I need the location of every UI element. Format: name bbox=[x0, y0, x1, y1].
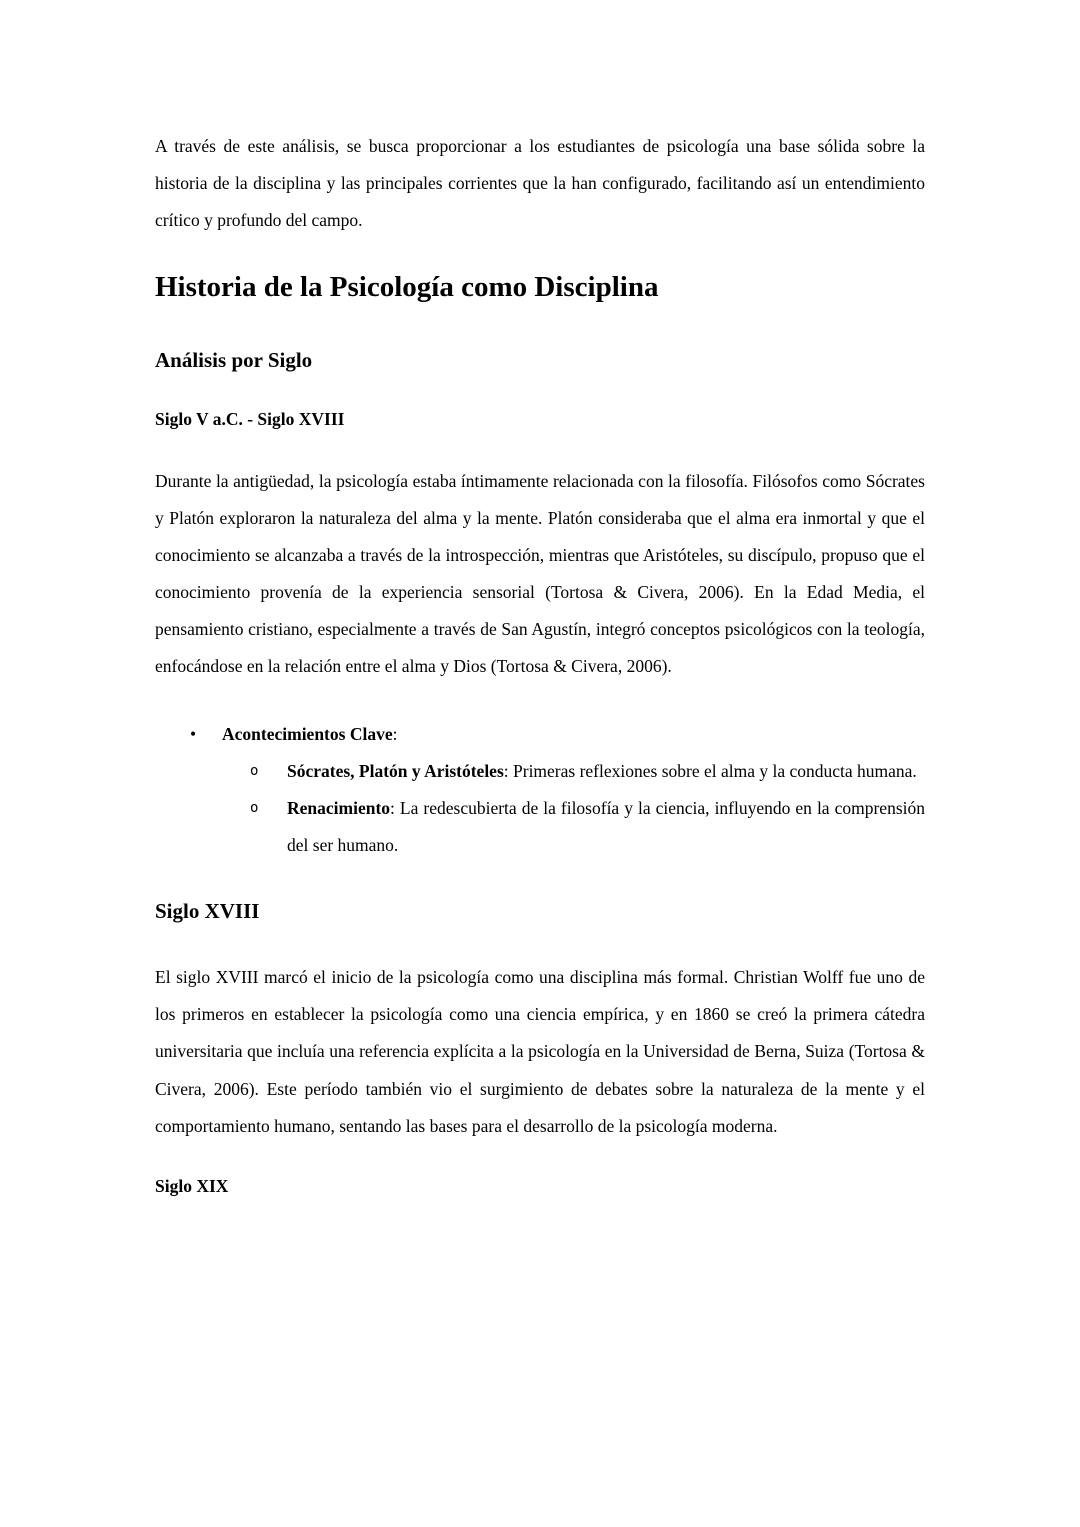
paragraph-antiguedad: Durante la antigüedad, la psicología estaba íntimamente relacionada con la filosofía. Filósofos como Sócrates y Platón exploraron la naturaleza del alma y la mente. Platón consideraba que el alma era inmortal y que el conocimiento se alcanzaba a través de la introspección, mientras que Aristóteles, su discípulo, propuso que el conocimiento provenía de la experiencia sensorial (Tortosa & Civera, 2006). En la Edad Media, el pensamiento cristiano, especialmente a través de San Agustín, integró conceptos psicológicos con la teología, enfocándose en la relación entre el alma y Dios (Tortosa & Civera, 2006). bbox=[155, 471, 925, 677]
list-item-lead-bold: Renacimiento bbox=[287, 797, 391, 818]
list-item-rest: : Primeras reflexiones sobre el alma y la conducta humana. bbox=[503, 760, 917, 781]
key-events-heading-bold: Acontecimientos Clave bbox=[222, 723, 393, 744]
list-item-lead-bold: Sócrates, Platón y Aristóteles bbox=[287, 760, 504, 781]
list-item-text bbox=[287, 753, 925, 790]
key-events-list bbox=[155, 716, 925, 864]
circle-bullet-icon: o bbox=[250, 799, 259, 816]
list-item-acontecimientos bbox=[155, 716, 925, 864]
key-events-sublist bbox=[222, 753, 925, 864]
list-item-text bbox=[287, 790, 925, 864]
paragraph-siglo-xviii: El siglo XVIII marcó el inicio de la psicología como una disciplina más formal. Christian Wolff fue uno de los primeros en establecer la psicología como una ciencia empírica, y en 1860 se creó la primera cátedra universitaria que incluía una referencia explícita a la psicología en la Universidad de Berna, Suiza (Tortosa & Civera, 2006). Este período también vio el surgimiento de debates sobre la naturaleza de la mente y el comportamiento humano, sentando las bases para el desarrollo de la psicología moderna. bbox=[155, 967, 925, 1136]
heading-siglo-xix: Siglo XIX bbox=[155, 1175, 229, 1196]
heading-siglo-xviii: Siglo XVIII bbox=[155, 898, 260, 923]
list-item-renacimiento bbox=[250, 790, 925, 864]
bullet-icon: • bbox=[190, 723, 197, 744]
circle-bullet-icon: o bbox=[250, 762, 259, 779]
page-title: Historia de la Psicología como Disciplina bbox=[155, 271, 659, 304]
list-item-body bbox=[222, 716, 925, 864]
heading-siglo-v-xviii: Siglo V a.C. - Siglo XVIII bbox=[155, 409, 345, 430]
key-events-heading-rest: : bbox=[392, 723, 398, 744]
list-item-socrates bbox=[250, 753, 925, 790]
list-item-rest: : La redescubierta de la filosofía y la ciencia, influyendo en la comprensión del ser humano. bbox=[287, 797, 925, 855]
intro-paragraph: A través de este análisis, se busca proporcionar a los estudiantes de psicología una base sólida sobre la historia de la disciplina y las principales corrientes que la han configurado, facilitando así un entendimiento crítico y profundo del campo. bbox=[155, 136, 925, 231]
key-events-heading bbox=[222, 716, 925, 753]
heading-analisis-por-siglo: Análisis por Siglo bbox=[155, 347, 313, 372]
